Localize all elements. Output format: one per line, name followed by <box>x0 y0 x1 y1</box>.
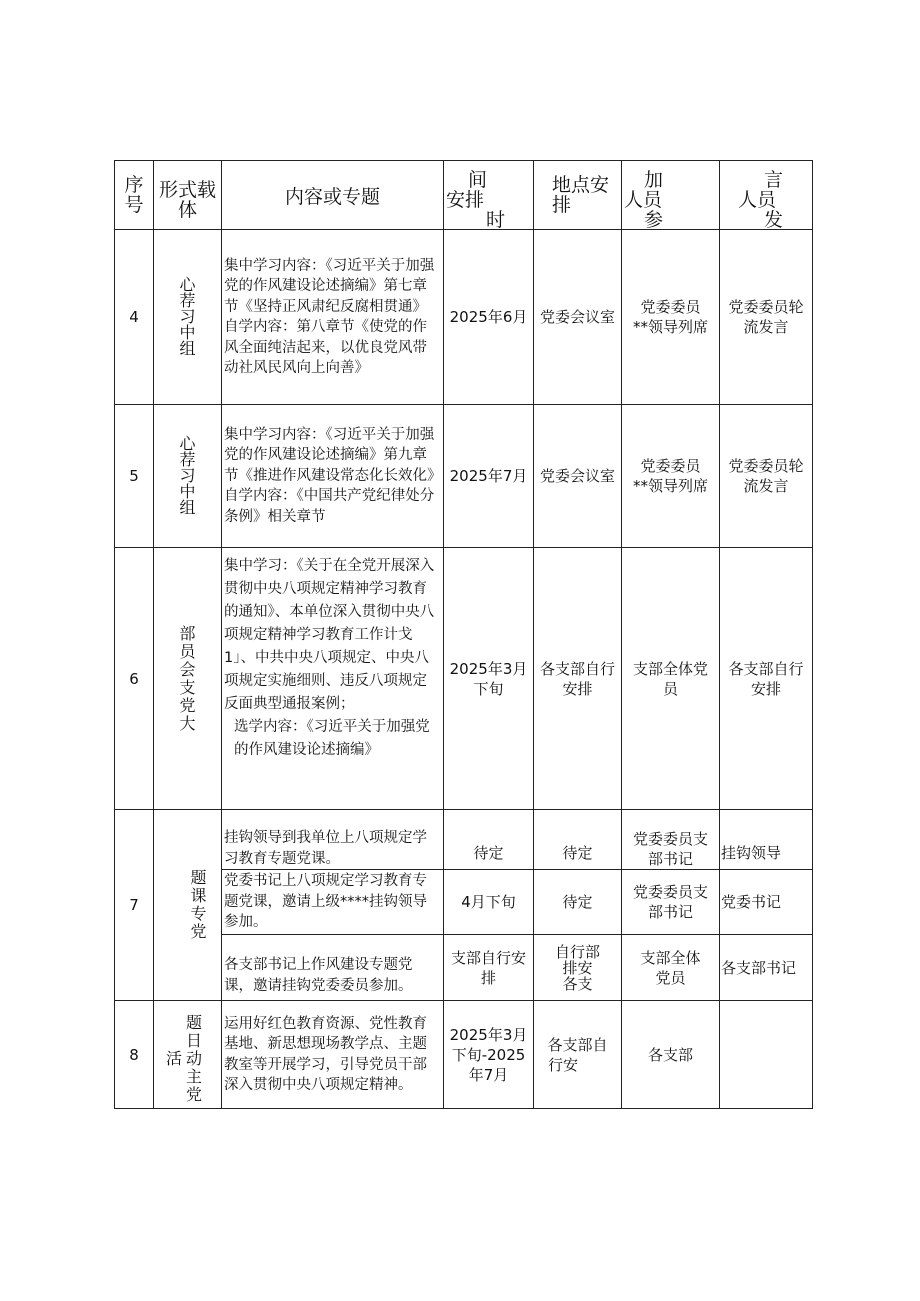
row7a-time: 待定 <box>444 810 534 870</box>
header-form: 形式载 体 <box>154 161 222 230</box>
row6-seq: 6 <box>115 548 154 810</box>
row4-time: 2025年6月 <box>444 230 534 405</box>
row6-content: 集中学习：《关于在全党开展深入贯彻中央八项规定精神学习教育的通知》、本单位深入贯彻中央八项规定精神学习教育工作计戈1」、中共中央八项规定、中央八项规定实施细则、违反八项规定反面典型通报案例； 选学内容：《习近平关于加强党的作风建设论述摘编》 <box>222 548 444 810</box>
table-row <box>115 1001 813 1109</box>
row7b-content: 党委书记上八项规定学习教育专题党课，邀请上级****挂钩领导参加。 <box>222 870 444 935</box>
row8-time: 2025年3月 下旬-2025 年7月 <box>444 1001 534 1109</box>
row7b-speaker: 党委书记 <box>720 870 813 935</box>
row7b-time: 4月下旬 <box>444 870 534 935</box>
row4-place: 党委会议室 <box>534 230 622 405</box>
row4-content: 集中学习内容：《习近平关于加强党的作风建设论述摘编》第七章节《坚持正风肃纪反腐相贯通》 自学内容：第八章节《使党的作风全面纯洁起来，以优良党风带动社风民风向上向善》 <box>222 230 444 405</box>
row5-people: 党委委员 **领导列席 <box>622 405 720 548</box>
table-row <box>115 405 813 548</box>
row8-seq: 8 <box>115 1001 154 1109</box>
table-row <box>115 230 813 405</box>
row7c-content: 各支部书记上作风建设专题党课，邀请挂钩党委委员参加。 <box>222 935 444 1001</box>
study-plan-table <box>114 160 813 1109</box>
row8-place: 各支部自 行安 <box>534 1001 622 1109</box>
row8-people: 各支部 <box>622 1001 720 1109</box>
header-content: 内容或专题 <box>222 161 444 230</box>
row6-speaker: 各支部自行 安排 <box>720 548 813 810</box>
row5-place: 党委会议室 <box>534 405 622 548</box>
row5-time: 2025年7月 <box>444 405 534 548</box>
row7a-content: 挂钩领导到我单位上八项规定学习教育专题党课。 <box>222 810 444 870</box>
row7c-time: 支部自行安 排 <box>444 935 534 1001</box>
row7-form: 题 课 专 党 <box>154 810 222 1001</box>
row7b-people: 党委委员支 部书记 <box>622 870 720 935</box>
table-header-row <box>115 161 813 230</box>
row7-seq: 7 <box>115 810 154 1001</box>
row8-form: 题 日 活 动 主 党 <box>154 1001 222 1109</box>
row8-speaker <box>720 1001 813 1109</box>
row8-content: 运用好红色教育资源、党性教育基地、新思想现场教学点、主题教室等开展学习，引导党员干部深入贯彻中央八项规定精神。 <box>222 1001 444 1109</box>
row7c-people: 支部全体 党员 <box>622 935 720 1001</box>
row5-speaker: 党委委员轮 流发言 <box>720 405 813 548</box>
row7c-place: 自行部 排安 各支 <box>534 935 622 1001</box>
row4-people: 党委委员 **领导列席 <box>622 230 720 405</box>
row4-speaker: 党委委员轮 流发言 <box>720 230 813 405</box>
row7a-people: 党委委员支 部书记 <box>622 810 720 870</box>
header-seq: 序 号 <box>115 161 154 230</box>
row7b-place: 待定 <box>534 870 622 935</box>
header-place: 地点安 排 <box>534 161 622 230</box>
row6-place: 各支部自行 安排 <box>534 548 622 810</box>
header-people: 加 人员 参 <box>622 161 720 230</box>
row6-form: 部 员 会 支 党 大 <box>154 548 222 810</box>
table-row <box>115 548 813 810</box>
row5-content: 集中学习内容：《习近平关于加强党的作风建设论述摘编》第九章节《推进作风建设常态化长效化》自学内容：《中国共产党纪律处分条例》相关章节 <box>222 405 444 548</box>
row5-seq: 5 <box>115 405 154 548</box>
row6-people: 支部全体党 员 <box>622 548 720 810</box>
row7a-speaker: 挂钩领导 <box>720 810 813 870</box>
table-row <box>115 810 813 870</box>
row5-form: 心 荐 习 中 组 <box>154 405 222 548</box>
header-time: 间 安排 时 <box>444 161 534 230</box>
row6-time: 2025年3月 下旬 <box>444 548 534 810</box>
row4-seq: 4 <box>115 230 154 405</box>
header-speaker: 言 人员 发 <box>720 161 813 230</box>
row7a-place: 待定 <box>534 810 622 870</box>
row4-form: 心 荐 习 中 组 <box>154 230 222 405</box>
row7c-speaker: 各支部书记 <box>720 935 813 1001</box>
